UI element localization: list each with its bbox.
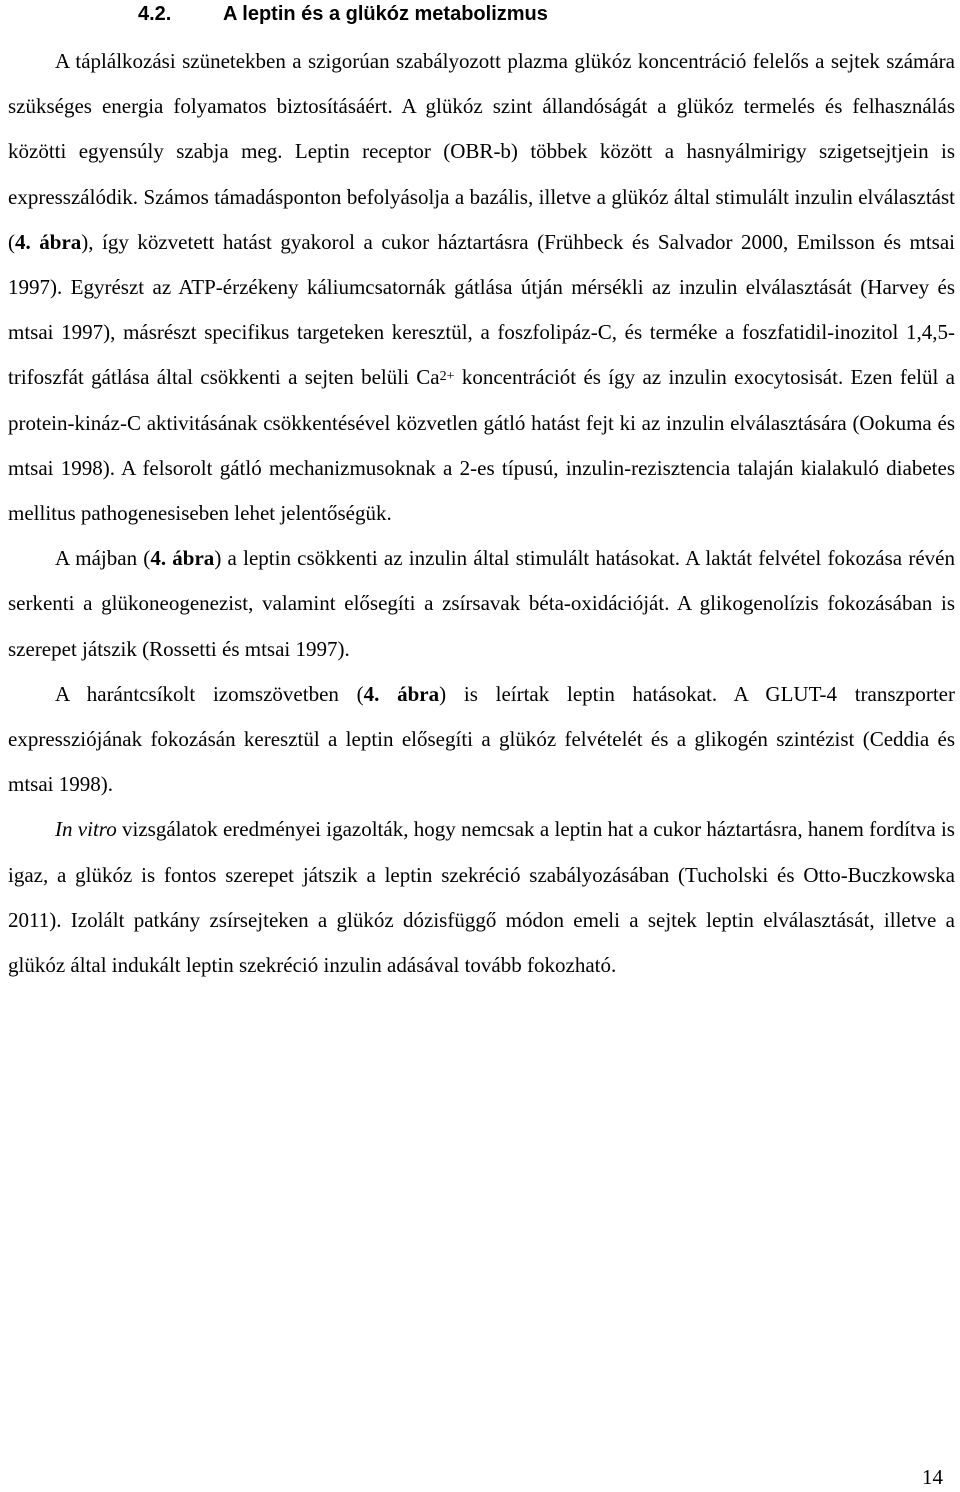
document-page <box>8 0 955 988</box>
section-title: A leptin és a glükóz metabolizmus <box>223 3 548 25</box>
figure-reference: 4. ábra <box>363 681 440 706</box>
superscript-charge: 2+ <box>439 369 455 385</box>
paragraph-3-text-a: A harántcsíkolt izomszövetben ( <box>55 681 364 706</box>
paragraph-3 <box>8 672 955 808</box>
section-heading <box>8 0 955 28</box>
paragraph-1-text-a: A táplálkozási szünetekben a szigorúan szabályozott plazma glükóz koncentráció felelős a sejtek számára szükséges energia folyamatos biztosításáért. A glükóz szint állandóságát a glükóz termelés és felhasználás közötti egyensúly szabja meg. Leptin receptor (OBR-b) többek között a hasnyálmirigy szigetsejtjein is expresszálódik. Számos támadásponton befolyásolja a bazális, illetve a glükóz által stimulált inzulin elválasztást ( <box>8 49 955 254</box>
section-number: 4.2. <box>138 3 172 25</box>
paragraph-1-text-b: ), így közvetett hatást gyakorol a cukor háztartásra (Frühbeck és Salvador 2000, Emilsson és mtsai 1997). Egyrészt az ATP-érzékeny káliumcsatornák gátlása útján mérsékli az inzulin elválasztását (Harvey és mtsai 1997), másrészt specifikus targeteken keresztül, a foszfolipáz-C, és terméke a foszfatidil-inozitol 1,4,5-trifoszfát gátlása által csökkenti a sejten belüli Ca <box>8 229 956 390</box>
italic-term: In vitro <box>55 817 117 842</box>
page-number: 14 <box>922 1465 943 1489</box>
figure-reference: 4. ábra <box>150 546 215 571</box>
paragraph-4 <box>8 807 955 988</box>
paragraph-2 <box>8 536 955 672</box>
paragraph-1-text-c: koncentrációt és így az inzulin exocytosisát. Ezen felül a protein-kináz-C aktivitásának csökkentésével közvetlen gátló hatást fejt ki az inzulin elválasztására (Ookuma és mtsai 1998). A felsorolt gátló mechanizmusoknak a 2-es típusú, inzulin-rezisztencia talaján kialakuló diabetes mellitus pathogenesiseben lehet jelentőségük. <box>8 365 955 526</box>
paragraph-1 <box>8 39 955 536</box>
figure-reference: 4. ábra <box>15 229 82 254</box>
paragraph-2-text-b: ) a leptin csökkenti az inzulin által stimulált hatásokat. A laktát felvétel fokozása révén serkenti a glükoneogenezist, valamint elősegíti a zsírsavak béta-oxidációját. A glikogenolízis fokozásában is szerepet játszik (Rossetti és mtsai 1997). <box>8 546 955 661</box>
paragraph-4-text-a: vizsgálatok eredményei igazolták, hogy nemcsak a leptin hat a cukor háztartásra, hanem fordítva is igaz, a glükóz is fontos szerepet játszik a leptin szekréció szabályozásában (Tucholski és Otto-Buczkowska 2011). Izolált patkány zsírsejteken a glükóz dózisfüggő módon emeli a sejtek leptin elválasztását, illetve a glükóz által indukált leptin szekréció inzulin adásával tovább fokozható. <box>8 817 955 978</box>
paragraph-3-text-b: ) is leírtak leptin hatásokat. A GLUT-4 transzporter expressziójának fokozásán keresztül a leptin elősegíti a glükóz felvételét és a glikogén szintézist (Ceddia és mtsai 1998). <box>8 681 956 797</box>
paragraph-2-text-a: A májban ( <box>55 546 151 571</box>
